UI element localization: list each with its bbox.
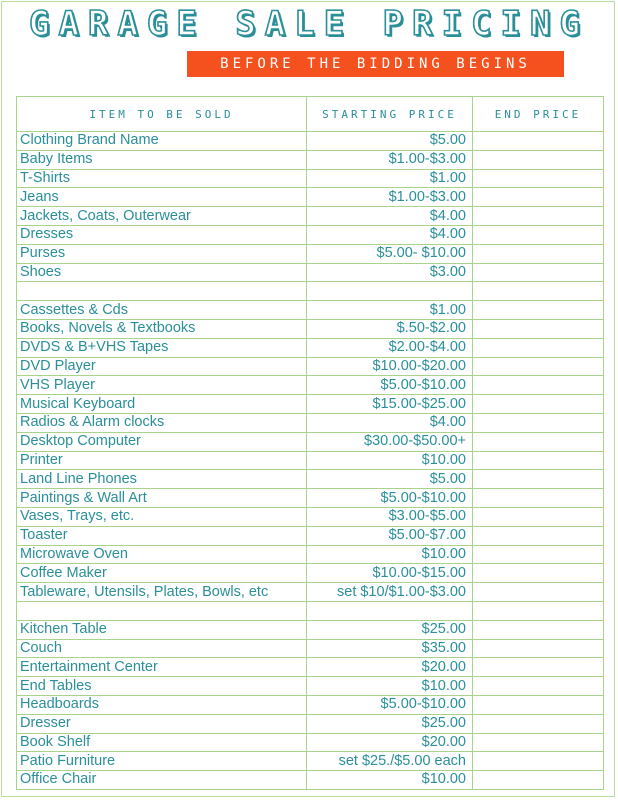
empty-cell: [473, 282, 604, 301]
item-name: Shoes: [17, 263, 307, 282]
end-price-cell[interactable]: [473, 169, 604, 188]
starting-price: $25.00: [307, 620, 473, 639]
table-row: [17, 771, 604, 790]
table-row: [17, 338, 604, 357]
table-header-row: [17, 97, 604, 132]
table-row: [17, 319, 604, 338]
column-header-starting-price: STARTING PRICE: [307, 97, 473, 132]
table-row: [17, 263, 604, 282]
item-name: VHS Player: [17, 376, 307, 395]
table-row: [17, 225, 604, 244]
item-name: Jackets, Coats, Outerwear: [17, 207, 307, 226]
table-row: [17, 207, 604, 226]
item-name: Couch: [17, 639, 307, 658]
pricing-table: [16, 96, 604, 790]
table-row: [17, 169, 604, 188]
starting-price: $30.00-$50.00+: [307, 432, 473, 451]
end-price-cell[interactable]: [473, 771, 604, 790]
table-row: [17, 413, 604, 432]
item-name: Cassettes & Cds: [17, 301, 307, 320]
starting-price: $5.00-$10.00: [307, 489, 473, 508]
end-price-cell[interactable]: [473, 150, 604, 169]
item-name: DVD Player: [17, 357, 307, 376]
starting-price: $4.00: [307, 207, 473, 226]
starting-price: $1.00: [307, 301, 473, 320]
item-name: Radios & Alarm clocks: [17, 413, 307, 432]
starting-price: $35.00: [307, 639, 473, 658]
item-name: Toaster: [17, 526, 307, 545]
table-row: [17, 150, 604, 169]
end-price-cell[interactable]: [473, 489, 604, 508]
item-name: DVDS & B+VHS Tapes: [17, 338, 307, 357]
item-name: Headboards: [17, 695, 307, 714]
item-name: Clothing Brand Name: [17, 132, 307, 151]
table-row: [17, 470, 604, 489]
end-price-cell[interactable]: [473, 338, 604, 357]
starting-price: $10.00: [307, 677, 473, 696]
table-row: [17, 714, 604, 733]
starting-price: $10.00-$20.00: [307, 357, 473, 376]
empty-cell: [17, 282, 307, 301]
item-name: End Tables: [17, 677, 307, 696]
end-price-cell[interactable]: [473, 319, 604, 338]
starting-price: $5.00-$10.00: [307, 376, 473, 395]
table-row: [17, 451, 604, 470]
starting-price: $15.00-$25.00: [307, 395, 473, 414]
end-price-cell[interactable]: [473, 301, 604, 320]
table-row: [17, 357, 604, 376]
column-header-end-price: END PRICE: [473, 97, 604, 132]
item-name: Land Line Phones: [17, 470, 307, 489]
table-row: [17, 526, 604, 545]
table-row: [17, 395, 604, 414]
starting-price: $10.00-$15.00: [307, 564, 473, 583]
table-row: [17, 695, 604, 714]
table-row: [17, 132, 604, 151]
end-price-cell[interactable]: [473, 695, 604, 714]
end-price-cell[interactable]: [473, 188, 604, 207]
starting-price: $1.00: [307, 169, 473, 188]
table-row: [17, 376, 604, 395]
table-row: [17, 489, 604, 508]
table-row: [17, 301, 604, 320]
starting-price: $20.00: [307, 733, 473, 752]
item-name: Books, Novels & Textbooks: [17, 319, 307, 338]
item-name: Jeans: [17, 188, 307, 207]
table-row: [17, 677, 604, 696]
item-name: Purses: [17, 244, 307, 263]
item-name: Desktop Computer: [17, 432, 307, 451]
table-row: [17, 752, 604, 771]
table-row: [17, 583, 604, 602]
starting-price: $10.00: [307, 545, 473, 564]
item-name: Office Chair: [17, 771, 307, 790]
starting-price: $1.00-$3.00: [307, 188, 473, 207]
item-name: Baby Items: [17, 150, 307, 169]
item-name: Printer: [17, 451, 307, 470]
item-name: Patio Furniture: [17, 752, 307, 771]
table-row: [17, 733, 604, 752]
end-price-cell[interactable]: [473, 714, 604, 733]
end-price-cell[interactable]: [473, 583, 604, 602]
end-price-cell[interactable]: [473, 357, 604, 376]
page-title: GARAGE SALE PRICING: [29, 4, 589, 44]
end-price-cell[interactable]: [473, 432, 604, 451]
end-price-cell[interactable]: [473, 132, 604, 151]
end-price-cell[interactable]: [473, 376, 604, 395]
starting-price: $4.00: [307, 413, 473, 432]
spacer-row: [17, 282, 604, 301]
item-name: Microwave Oven: [17, 545, 307, 564]
column-header-item: ITEM TO BE SOLD: [17, 97, 307, 132]
empty-cell: [307, 282, 473, 301]
end-price-cell[interactable]: [473, 620, 604, 639]
starting-price: $20.00: [307, 658, 473, 677]
item-name: Paintings & Wall Art: [17, 489, 307, 508]
starting-price: $5.00- $10.00: [307, 244, 473, 263]
spacer-row: [17, 601, 604, 620]
starting-price: $3.00: [307, 263, 473, 282]
end-price-cell[interactable]: [473, 263, 604, 282]
end-price-cell[interactable]: [473, 470, 604, 489]
item-name: Vases, Trays, etc.: [17, 507, 307, 526]
end-price-cell[interactable]: [473, 507, 604, 526]
subtitle-banner: BEFORE THE BIDDING BEGINS: [187, 51, 564, 77]
end-price-cell[interactable]: [473, 225, 604, 244]
item-name: Tableware, Utensils, Plates, Bowls, etc: [17, 583, 307, 602]
empty-cell: [473, 601, 604, 620]
end-price-cell[interactable]: [473, 677, 604, 696]
starting-price: set $25./$5.00 each: [307, 752, 473, 771]
item-name: Musical Keyboard: [17, 395, 307, 414]
starting-price: $4.00: [307, 225, 473, 244]
item-name: Entertainment Center: [17, 658, 307, 677]
starting-price: $3.00-$5.00: [307, 507, 473, 526]
table-row: [17, 658, 604, 677]
starting-price: $1.00-$3.00: [307, 150, 473, 169]
table-row: [17, 620, 604, 639]
end-price-cell[interactable]: [473, 207, 604, 226]
table-row: [17, 507, 604, 526]
starting-price: $5.00-$7.00: [307, 526, 473, 545]
empty-cell: [17, 601, 307, 620]
item-name: Dresser: [17, 714, 307, 733]
table-row: [17, 432, 604, 451]
starting-price: $10.00: [307, 451, 473, 470]
item-name: Kitchen Table: [17, 620, 307, 639]
table-row: [17, 639, 604, 658]
empty-cell: [307, 601, 473, 620]
starting-price: $5.00: [307, 470, 473, 489]
table-row: [17, 564, 604, 583]
item-name: T-Shirts: [17, 169, 307, 188]
end-price-cell[interactable]: [473, 733, 604, 752]
end-price-cell[interactable]: [473, 658, 604, 677]
end-price-cell[interactable]: [473, 395, 604, 414]
end-price-cell[interactable]: [473, 244, 604, 263]
starting-price: $2.00-$4.00: [307, 338, 473, 357]
starting-price: $.50-$2.00: [307, 319, 473, 338]
end-price-cell[interactable]: [473, 526, 604, 545]
table-row: [17, 244, 604, 263]
table-body: [17, 132, 604, 790]
end-price-cell[interactable]: [473, 545, 604, 564]
table-row: [17, 188, 604, 207]
end-price-cell[interactable]: [473, 639, 604, 658]
starting-price: $25.00: [307, 714, 473, 733]
end-price-cell[interactable]: [473, 752, 604, 771]
starting-price: set $10/$1.00-$3.00: [307, 583, 473, 602]
starting-price: $5.00: [307, 132, 473, 151]
starting-price: $5.00-$10.00: [307, 695, 473, 714]
item-name: Book Shelf: [17, 733, 307, 752]
table-row: [17, 545, 604, 564]
starting-price: $10.00: [307, 771, 473, 790]
end-price-cell[interactable]: [473, 564, 604, 583]
item-name: Dresses: [17, 225, 307, 244]
end-price-cell[interactable]: [473, 451, 604, 470]
item-name: Coffee Maker: [17, 564, 307, 583]
end-price-cell[interactable]: [473, 413, 604, 432]
